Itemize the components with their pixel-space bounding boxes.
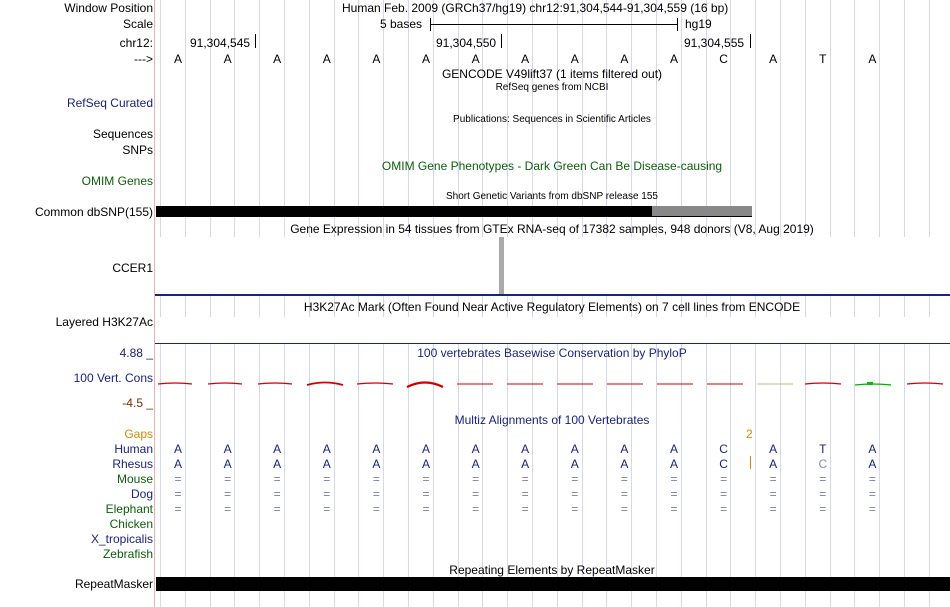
rhesus-base: A: [620, 457, 629, 471]
base-letter: A: [521, 52, 530, 66]
base-letter: A: [620, 52, 629, 66]
base-letter: T: [819, 52, 827, 66]
base-letter: A: [769, 52, 778, 66]
human-base: A: [471, 442, 480, 456]
dog-match-symbol: =: [521, 487, 529, 501]
elephant-match-symbol: =: [720, 502, 728, 516]
omim-genes-label[interactable]: OMIM Genes: [81, 174, 153, 188]
grid-line: [160, 0, 161, 607]
coord-3: 91,304,555: [684, 36, 745, 50]
dog-match-symbol: =: [620, 487, 628, 501]
grid-line: [259, 0, 260, 607]
left-margin-border: [154, 0, 155, 607]
mouse-match-symbol: =: [372, 472, 380, 486]
rhesus-base: A: [471, 457, 480, 471]
cons-wiggle-segment-4: [307, 383, 343, 386]
rhesus-base: A: [521, 457, 530, 471]
dog-match-symbol: =: [472, 487, 480, 501]
coord-3-tick: [750, 34, 751, 48]
elephant-match-symbol: =: [670, 502, 678, 516]
rhesus-insertion-mark: [750, 456, 751, 469]
gtex-expression-bar[interactable]: [499, 237, 504, 295]
elephant-match-symbol: =: [372, 502, 380, 516]
human-base: A: [372, 442, 381, 456]
dog-match-symbol: =: [769, 487, 777, 501]
cons-track-title[interactable]: 100 vertebrates Basewise Conservation by PhyloP: [417, 346, 687, 360]
gtex-gene-label[interactable]: CCER1: [112, 261, 153, 275]
dog-match-symbol: =: [571, 487, 579, 501]
coord-1: 91,304,545: [190, 36, 251, 50]
cons-wiggle-segment-5: [357, 383, 393, 384]
dbsnp-feature-gray-segment[interactable]: [652, 206, 752, 216]
mouse-match-symbol: =: [571, 472, 579, 486]
rhesus-base: A: [669, 457, 679, 471]
human-base: A: [570, 442, 579, 456]
human-base: A: [669, 442, 679, 456]
rhesus-base: A: [421, 457, 431, 471]
elephant-match-symbol: =: [571, 502, 579, 516]
rhesus-base: A: [372, 457, 381, 471]
species-label-elephant[interactable]: Elephant: [105, 502, 153, 516]
snps-label[interactable]: SNPs: [122, 143, 153, 157]
mouse-match-symbol: =: [769, 472, 777, 486]
gtex-track-area[interactable]: [155, 237, 950, 295]
rhesus-base: C: [818, 457, 828, 471]
gtex-track-baseline: [155, 294, 950, 296]
mouse-match-symbol: =: [323, 472, 331, 486]
rhesus-base: A: [570, 457, 579, 471]
cons-wiggle-segment-16: [907, 383, 943, 384]
mouse-match-symbol: =: [720, 472, 728, 486]
grid-line: [929, 0, 930, 607]
dog-match-symbol: =: [273, 487, 281, 501]
cons-wiggle-segment-2: [208, 383, 242, 384]
elephant-match-symbol: =: [620, 502, 628, 516]
sequences-label[interactable]: Sequences: [92, 127, 153, 141]
cons-wiggle-peak: [867, 382, 873, 385]
repeatmasker-label[interactable]: RepeatMasker: [74, 577, 153, 591]
grid-line: [904, 0, 905, 607]
cons-wiggle-segment-14: [805, 383, 841, 384]
species-label-chicken[interactable]: Chicken: [109, 517, 153, 531]
cons-max-label: 4.88 _: [119, 346, 153, 360]
elephant-match-symbol: =: [323, 502, 331, 516]
h3k27ac-track-baseline: [155, 343, 950, 344]
base-letter: A: [868, 52, 877, 66]
grid-line: [830, 0, 831, 607]
scale-label: Scale: [122, 17, 153, 31]
elephant-match-symbol: =: [273, 502, 281, 516]
elephant-match-symbol: =: [769, 502, 777, 516]
base-letter: A: [322, 52, 331, 66]
elephant-match-symbol: =: [819, 502, 827, 516]
rhesus-base: A: [868, 457, 877, 471]
elephant-match-symbol: =: [174, 502, 182, 516]
repeatmasker-track-title[interactable]: Repeating Elements by RepeatMasker: [449, 563, 655, 577]
grid-line: [185, 0, 186, 607]
human-base: A: [322, 442, 331, 456]
dbsnp-label[interactable]: Common dbSNP(155): [34, 205, 153, 219]
rhesus-base: A: [769, 457, 778, 471]
mouse-match-symbol: =: [422, 472, 430, 486]
human-base: C: [719, 442, 728, 456]
coord-2: 91,304,550: [436, 36, 497, 50]
elephant-match-symbol: =: [521, 502, 529, 516]
omim-track-title[interactable]: OMIM Gene Phenotypes - Dark Green Can Be Disease-causing: [381, 159, 723, 173]
dbsnp-track-title[interactable]: Short Genetic Variants from dbSNP release 155: [446, 191, 658, 202]
scale-bar-right-tick: [677, 18, 678, 31]
gtex-track-title[interactable]: Gene Expression in 54 tissues from GTEx RNA-seq of 17382 samples, 948 donors (V8, Aug 2019): [290, 222, 814, 236]
scale-bases-text: 5 bases: [380, 17, 423, 31]
coord-1-tick: [255, 34, 256, 48]
human-base: A: [273, 442, 282, 456]
strand-label: --->: [134, 52, 153, 66]
dog-match-symbol: =: [323, 487, 331, 501]
mouse-match-symbol: =: [521, 472, 529, 486]
h3k27ac-label[interactable]: Layered H3K27Ac: [55, 315, 153, 329]
cons-wiggle-segment-6: [407, 383, 443, 388]
base-letter: A: [372, 52, 381, 66]
base-letter: A: [273, 52, 282, 66]
elephant-match-symbol: =: [224, 502, 232, 516]
base-letter: A: [223, 52, 232, 66]
species-label-rhesus[interactable]: Rhesus: [112, 457, 153, 471]
rhesus-base: C: [719, 457, 728, 471]
coord-2-tick: [501, 34, 502, 48]
dog-match-symbol: =: [422, 487, 430, 501]
species-label-x-tropicalis[interactable]: X_tropicalis: [90, 532, 153, 546]
cons-min-label: -4.5 _: [122, 396, 153, 410]
rhesus-base: A: [273, 457, 282, 471]
scale-assembly: hg19: [685, 17, 712, 31]
grid-line: [284, 0, 285, 607]
cons-wiggle-segment-3: [258, 383, 292, 384]
gap-count: 2: [746, 427, 753, 441]
rhesus-base: A: [322, 457, 331, 471]
repeatmasker-feature-bar[interactable]: [156, 577, 950, 591]
dog-match-symbol: =: [670, 487, 678, 501]
rhesus-base: A: [173, 457, 183, 471]
window-position-value: Human Feb. 2009 (GRCh37/hg19) chr12:91,304,544-91,304,559 (16 bp): [342, 1, 729, 15]
mouse-match-symbol: =: [273, 472, 281, 486]
species-label-dog[interactable]: Dog: [130, 487, 153, 501]
grid-line: [854, 0, 855, 607]
human-base: A: [173, 442, 183, 456]
base-letter: A: [421, 52, 431, 66]
base-letter: A: [669, 52, 679, 66]
mouse-match-symbol: =: [174, 472, 182, 486]
mouse-match-symbol: =: [819, 472, 827, 486]
mouse-match-symbol: =: [620, 472, 628, 486]
species-label-zebrafish[interactable]: Zebrafish: [102, 547, 153, 561]
grid-line: [210, 0, 211, 607]
human-base: T: [819, 442, 827, 456]
scale-bar: [430, 24, 677, 25]
elephant-match-symbol: =: [868, 502, 876, 516]
human-base: A: [421, 442, 431, 456]
base-letter: A: [173, 52, 183, 66]
human-base: A: [521, 442, 530, 456]
base-letter: A: [570, 52, 579, 66]
human-base: A: [223, 442, 232, 456]
dog-match-symbol: =: [819, 487, 827, 501]
cons-wiggle-plot[interactable]: [155, 370, 950, 400]
human-base: A: [868, 442, 877, 456]
gencode-track-title[interactable]: GENCODE V49lift37 (1 items filtered out): [441, 67, 663, 81]
cons-label[interactable]: 100 Vert. Cons: [73, 371, 153, 385]
species-label-mouse[interactable]: Mouse: [116, 472, 153, 486]
chrom-label: chr12:: [119, 36, 153, 50]
dog-match-symbol: =: [174, 487, 182, 501]
rhesus-base: A: [223, 457, 232, 471]
dog-match-symbol: =: [224, 487, 232, 501]
elephant-match-symbol: =: [422, 502, 430, 516]
scale-bar-left-tick: [430, 18, 431, 31]
dog-match-symbol: =: [372, 487, 380, 501]
species-label-human[interactable]: Human: [114, 442, 153, 456]
refseq-track-subtitle: RefSeq genes from NCBI: [495, 82, 609, 93]
base-letter: A: [471, 52, 480, 66]
window-position-label: Window Position: [64, 1, 153, 15]
human-base: A: [769, 442, 778, 456]
base-letter: C: [719, 52, 728, 66]
dog-match-symbol: =: [720, 487, 728, 501]
dog-match-symbol: =: [868, 487, 876, 501]
grid-line: [234, 0, 235, 607]
h3k27ac-track-title[interactable]: H3K27Ac Mark (Often Found Near Active Regulatory Elements) on 7 cell lines from ENCODE: [303, 300, 801, 314]
refseq-curated-label[interactable]: RefSeq Curated: [66, 96, 153, 110]
grid-line: [805, 0, 806, 607]
mouse-match-symbol: =: [868, 472, 876, 486]
elephant-match-symbol: =: [472, 502, 480, 516]
human-base: A: [620, 442, 629, 456]
h3k27ac-track-area[interactable]: [155, 317, 950, 343]
mouse-match-symbol: =: [224, 472, 232, 486]
mouse-match-symbol: =: [670, 472, 678, 486]
grid-line: [879, 0, 880, 607]
multiz-track-title[interactable]: Multiz Alignments of 100 Vertebrates: [454, 413, 650, 427]
cons-wiggle-segment-1: [158, 383, 192, 384]
gaps-label: Gaps: [124, 427, 153, 441]
mouse-match-symbol: =: [472, 472, 480, 486]
publications-track-title[interactable]: Publications: Sequences in Scientific Articles: [453, 114, 651, 125]
